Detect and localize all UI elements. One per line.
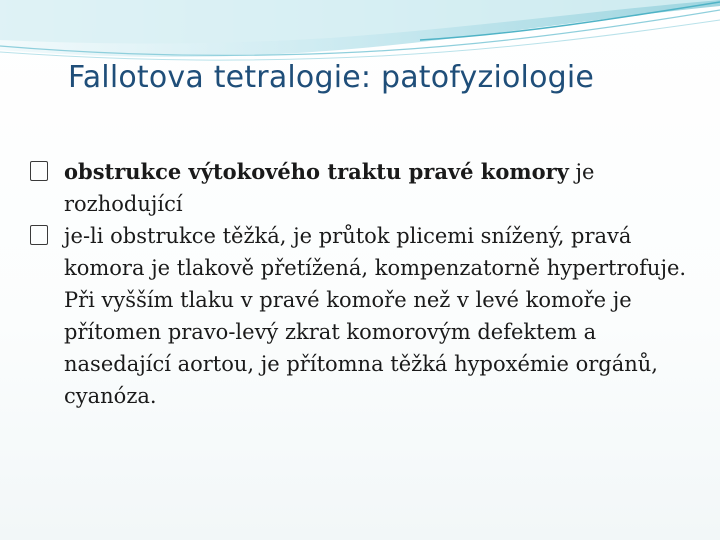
slide-title: Fallotova tetralogie: patofyziologie [68,60,595,95]
bullet-item-1 [30,156,690,220]
bullet-1-bold-text: obstrukce výtokového traktu pravé komory [64,159,569,184]
bullet-item-2 [30,220,690,412]
missing-glyph-box-icon [30,161,48,181]
bullet-list [30,156,690,412]
missing-glyph-box-icon [30,225,48,245]
bullet-1-text: je rozhodující [64,160,595,216]
bullet-2-text: je-li obstrukce těžká, je průtok plicemi snížený, pravá komora je tlakově přetížená, kompenzatorně hypertrofuje. Při vyšším tlaku v pravé komoře než v levé komoře je přítomen pravo-levý zkrat komorovým defektem a nasedající aortou, je přítomna těžká hypoxémie orgánů, cyanóza. [64,224,687,408]
